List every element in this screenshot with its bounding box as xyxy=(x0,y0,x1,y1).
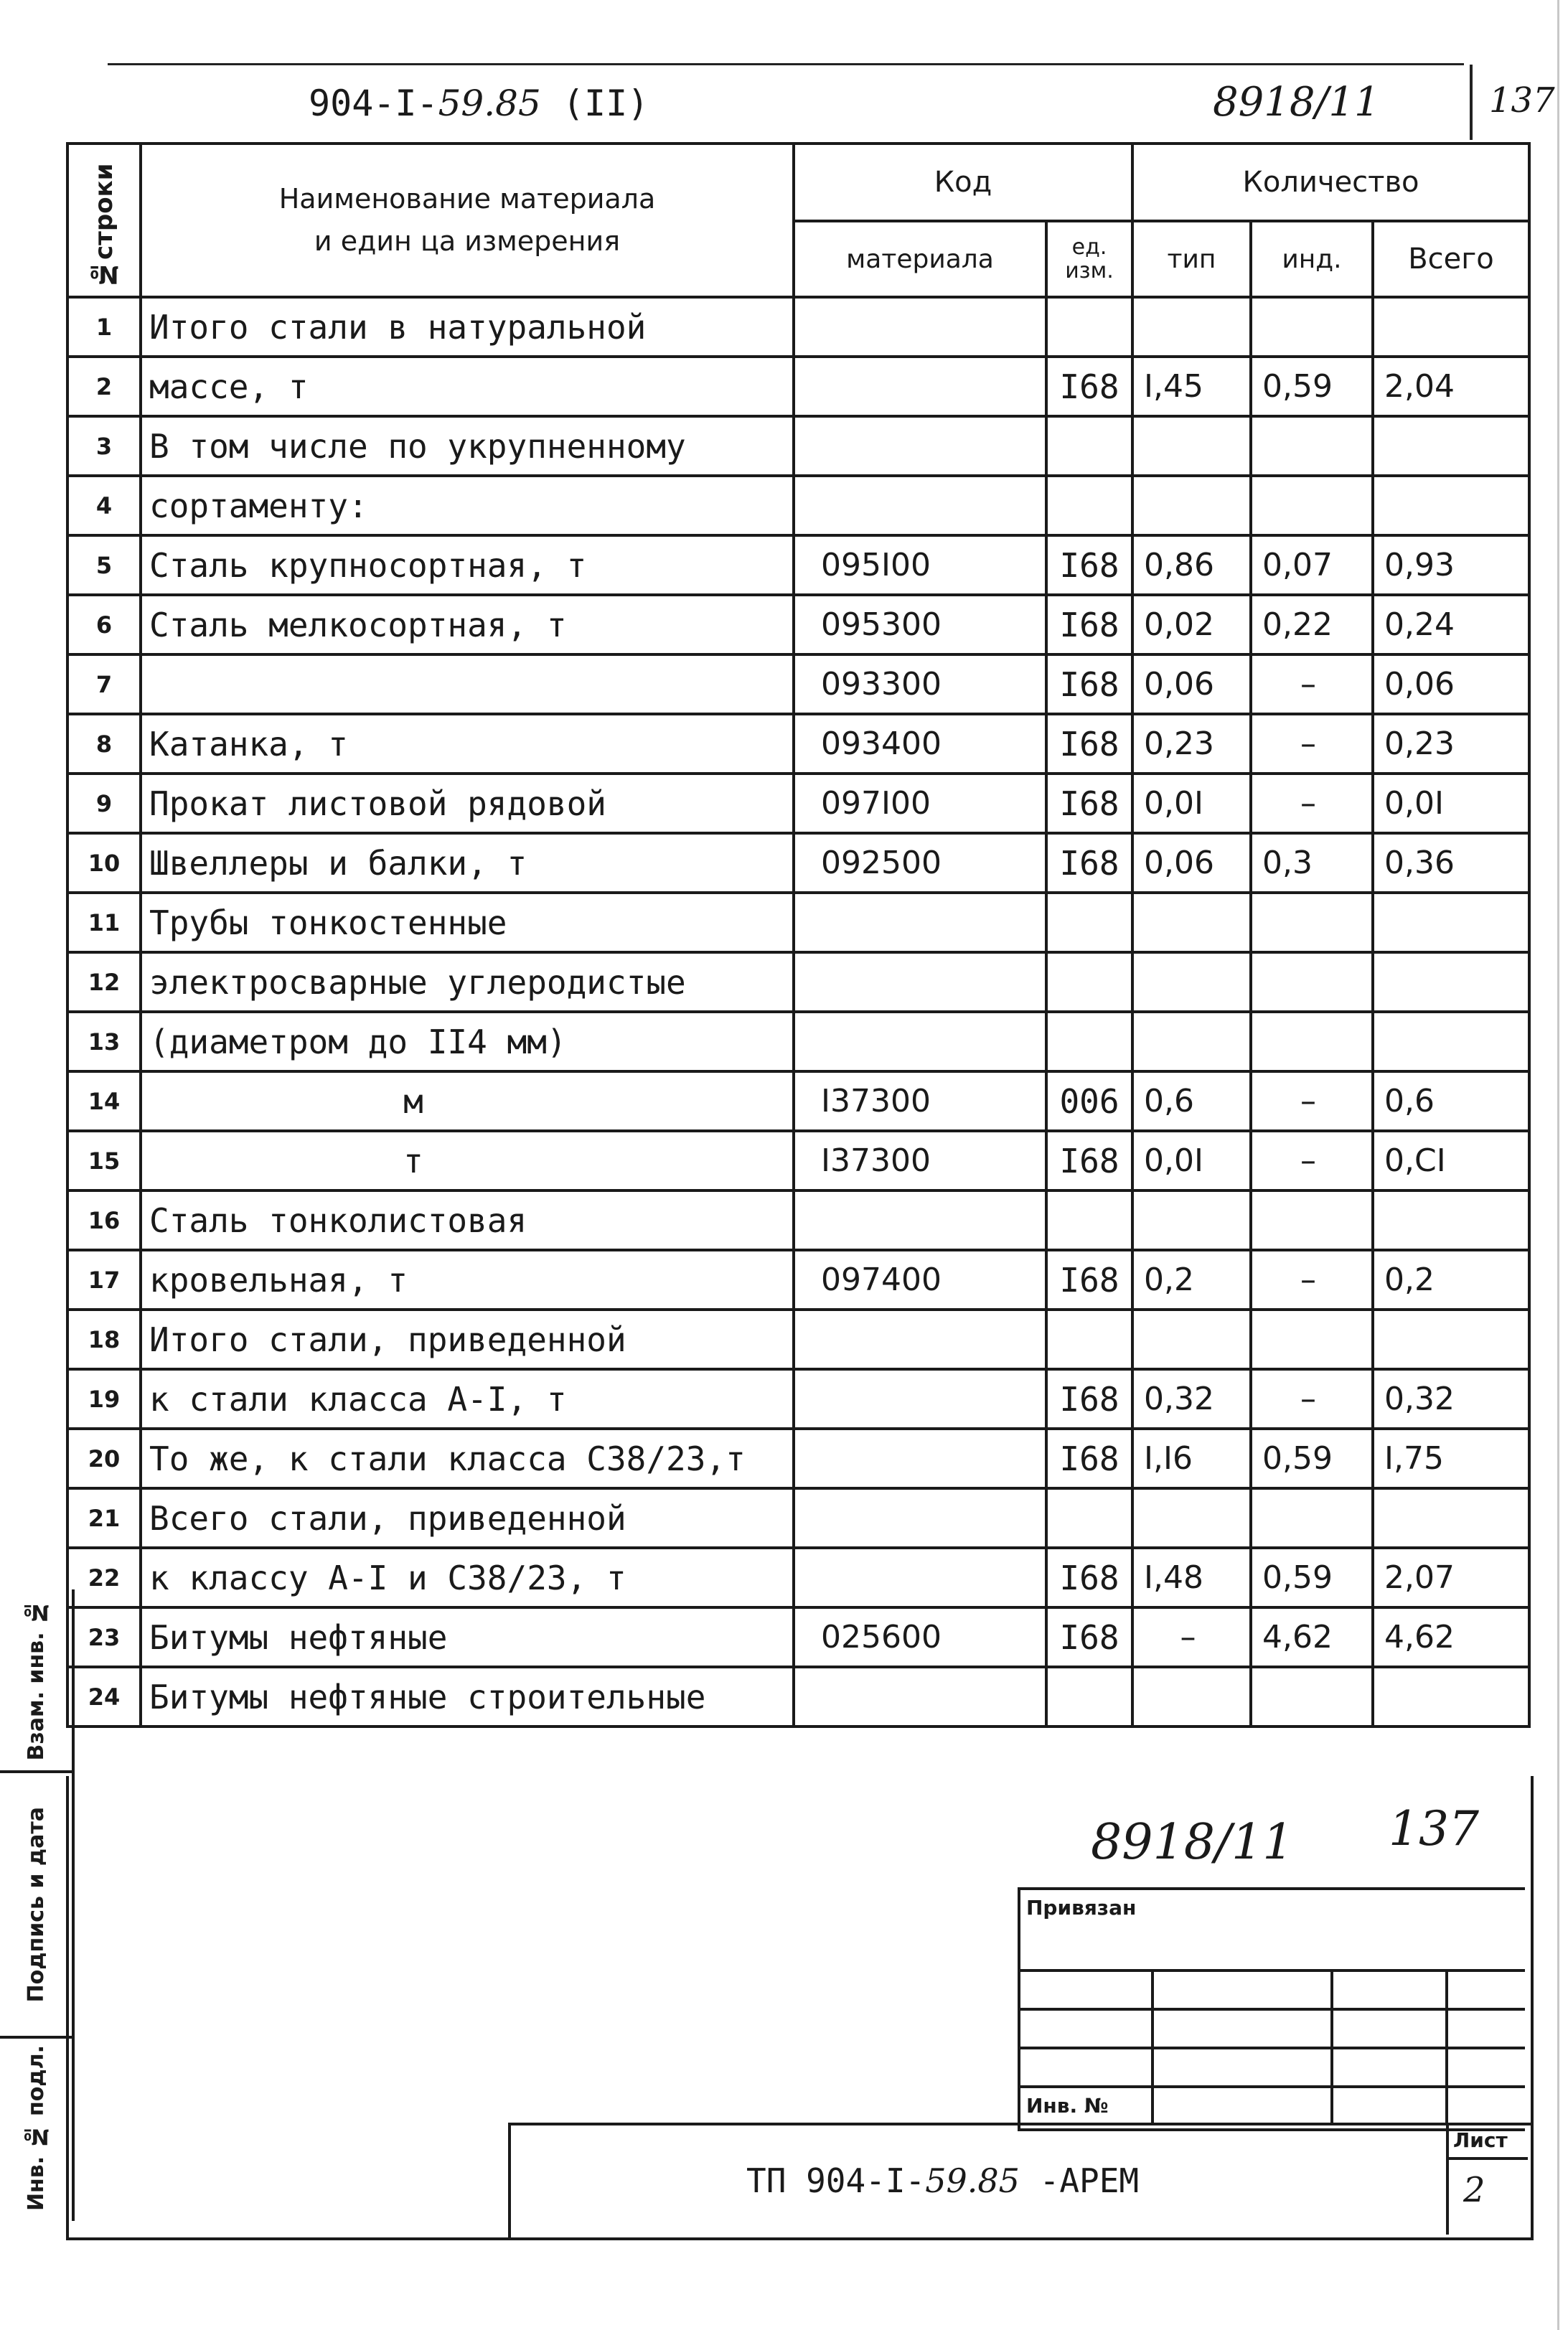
cell-row-number: 8 xyxy=(67,714,141,774)
cell-qty-individual xyxy=(1251,1310,1373,1369)
cell-qty-individual xyxy=(1251,297,1373,357)
header-material-code: материала xyxy=(794,221,1046,297)
table-row xyxy=(67,535,1529,595)
cell-qty-individual: 0,07 xyxy=(1251,535,1373,595)
cell-qty-type xyxy=(1132,297,1251,357)
table-row xyxy=(67,1190,1529,1250)
cell-material-code xyxy=(794,1310,1046,1369)
header-code-group: Код xyxy=(794,144,1132,221)
cell-qty-individual xyxy=(1251,1190,1373,1250)
table-row xyxy=(67,654,1529,714)
cell-qty-individual xyxy=(1251,416,1373,476)
cell-material-name xyxy=(141,654,794,714)
cell-unit-code: I68 xyxy=(1046,654,1132,714)
privyazan-label: Привязан xyxy=(1026,1896,1137,1920)
table-row xyxy=(67,833,1529,893)
cell-material-code: I37300 xyxy=(794,1071,1046,1131)
cell-material-code xyxy=(794,1369,1046,1429)
cell-qty-total: 0,36 xyxy=(1373,833,1529,893)
cell-qty-individual: 0,59 xyxy=(1251,357,1373,416)
table-row xyxy=(67,1131,1529,1190)
cell-material-code: 097I00 xyxy=(794,774,1046,833)
cell-qty-individual: – xyxy=(1251,654,1373,714)
cell-row-number: 17 xyxy=(67,1250,141,1310)
cell-qty-type: I,45 xyxy=(1132,357,1251,416)
cell-qty-individual: – xyxy=(1251,1369,1373,1429)
header-unit: ед. изм. xyxy=(1046,221,1132,297)
sheet-number: 137 xyxy=(1489,80,1555,121)
side-inv-podl: Инв. № подл. xyxy=(23,2045,49,2212)
cell-qty-total: 0,2 xyxy=(1373,1250,1529,1310)
cell-qty-type: 0,0I xyxy=(1132,1131,1251,1190)
cell-material-name: Итого стали, приведенной xyxy=(141,1310,794,1369)
cell-qty-individual: 0,59 xyxy=(1251,1548,1373,1607)
cell-qty-total: 0,0I xyxy=(1373,774,1529,833)
cell-row-number: 6 xyxy=(67,595,141,654)
cell-material-code xyxy=(794,1488,1046,1548)
cell-qty-total xyxy=(1373,952,1529,1012)
cell-unit-code xyxy=(1046,1012,1132,1071)
cell-material-name: (диаметром до II4 мм) xyxy=(141,1012,794,1071)
document-code xyxy=(309,83,649,124)
cell-qty-total: 0,23 xyxy=(1373,714,1529,774)
cell-unit-code: I68 xyxy=(1046,1429,1132,1488)
sheet-value: 2 xyxy=(1463,2170,1485,2210)
cell-qty-type: 0,06 xyxy=(1132,833,1251,893)
cell-qty-type xyxy=(1132,1310,1251,1369)
cell-material-code xyxy=(794,1012,1046,1071)
cell-material-code: I37300 xyxy=(794,1131,1046,1190)
table-row xyxy=(67,952,1529,1012)
cell-material-code xyxy=(794,476,1046,535)
cell-unit-code xyxy=(1046,952,1132,1012)
cell-qty-type: 0,6 xyxy=(1132,1071,1251,1131)
cell-material-name: кровельная, т xyxy=(141,1250,794,1310)
cell-row-number: 2 xyxy=(67,357,141,416)
cell-row-number: 16 xyxy=(67,1190,141,1250)
cell-row-number: 22 xyxy=(67,1548,141,1607)
side-strip xyxy=(0,1589,75,2221)
table-row xyxy=(67,714,1529,774)
cell-qty-total: 0,93 xyxy=(1373,535,1529,595)
cell-qty-individual: – xyxy=(1251,1071,1373,1131)
cell-material-name: Всего стали, приведенной xyxy=(141,1488,794,1548)
cell-row-number: 10 xyxy=(67,833,141,893)
cell-qty-total: 2,07 xyxy=(1373,1548,1529,1607)
table-row xyxy=(67,1607,1529,1667)
cell-unit-code xyxy=(1046,416,1132,476)
scan-edge xyxy=(1557,0,1559,2330)
cell-qty-type: 0,06 xyxy=(1132,654,1251,714)
cell-qty-individual: 0,3 xyxy=(1251,833,1373,893)
cell-material-code: 093400 xyxy=(794,714,1046,774)
cell-material-code: 095300 xyxy=(794,595,1046,654)
document-code-handwritten: 59.85 xyxy=(438,83,541,124)
cell-qty-type xyxy=(1132,1488,1251,1548)
cell-qty-total: 0,24 xyxy=(1373,595,1529,654)
cell-qty-type xyxy=(1132,893,1251,952)
cell-row-number: 12 xyxy=(67,952,141,1012)
sheet-box xyxy=(1446,2123,1528,2235)
cell-material-code xyxy=(794,357,1046,416)
cell-qty-individual: – xyxy=(1251,714,1373,774)
top-rule xyxy=(108,63,1464,65)
cell-row-number: 18 xyxy=(67,1310,141,1369)
cell-qty-type xyxy=(1132,1012,1251,1071)
cell-qty-total: 2,04 xyxy=(1373,357,1529,416)
cell-material-code xyxy=(794,297,1046,357)
table-row xyxy=(67,1667,1529,1727)
table-row xyxy=(67,893,1529,952)
table-row xyxy=(67,774,1529,833)
cell-row-number: 24 xyxy=(67,1667,141,1727)
cell-material-code: 095I00 xyxy=(794,535,1046,595)
cell-qty-type: I,48 xyxy=(1132,1548,1251,1607)
header-quantity-group: Количество xyxy=(1132,144,1529,221)
cell-qty-individual: – xyxy=(1251,1250,1373,1310)
cell-material-name: То же, к стали класса С38/23,т xyxy=(141,1429,794,1488)
sheet-label: Лист xyxy=(1453,2128,1508,2152)
cell-row-number: 9 xyxy=(67,774,141,833)
cell-row-number: 11 xyxy=(67,893,141,952)
table-row xyxy=(67,1369,1529,1429)
header-type: тип xyxy=(1132,221,1251,297)
cell-material-code: 093300 xyxy=(794,654,1046,714)
cell-unit-code: I68 xyxy=(1046,833,1132,893)
table-row xyxy=(67,1071,1529,1131)
cell-row-number: 3 xyxy=(67,416,141,476)
document-code-suffix: (II) xyxy=(562,83,649,124)
table-row xyxy=(67,1012,1529,1071)
side-signature-date: Подпись и дата xyxy=(0,1773,72,2039)
inv-no-label: Инв. № xyxy=(1026,2094,1109,2118)
cell-qty-total: 0,32 xyxy=(1373,1369,1529,1429)
cell-qty-total: 4,62 xyxy=(1373,1607,1529,1667)
cell-qty-type: 0,23 xyxy=(1132,714,1251,774)
cell-qty-individual: – xyxy=(1251,774,1373,833)
header-material-name: Наименование материала и един ца измерения xyxy=(141,144,794,297)
cell-material-name: Битумы нефтяные xyxy=(141,1607,794,1667)
cell-qty-individual: – xyxy=(1251,1131,1373,1190)
cell-qty-type: 0,86 xyxy=(1132,535,1251,595)
cell-row-number: 13 xyxy=(67,1012,141,1071)
cell-material-name: к классу А-I и С38/23, т xyxy=(141,1548,794,1607)
cell-qty-total xyxy=(1373,1667,1529,1727)
cell-material-name: Сталь тонколистовая xyxy=(141,1190,794,1250)
cell-row-number: 20 xyxy=(67,1429,141,1488)
cell-unit-code xyxy=(1046,893,1132,952)
cell-material-name: Битумы нефтяные строительные xyxy=(141,1667,794,1727)
cell-qty-type: 0,2 xyxy=(1132,1250,1251,1310)
cell-row-number: 4 xyxy=(67,476,141,535)
cell-row-number: 5 xyxy=(67,535,141,595)
cell-material-code: 092500 xyxy=(794,833,1046,893)
cell-material-code xyxy=(794,893,1046,952)
document-number: 8918/11 xyxy=(1213,79,1380,126)
cell-qty-total xyxy=(1373,416,1529,476)
cell-material-name: Трубы тонкостенные xyxy=(141,893,794,952)
cell-material-code: 097400 xyxy=(794,1250,1046,1310)
cell-material-code xyxy=(794,1190,1046,1250)
cell-material-code xyxy=(794,1667,1046,1727)
cell-qty-individual: 0,22 xyxy=(1251,595,1373,654)
header-individual: инд. xyxy=(1251,221,1373,297)
cell-material-name: Сталь мелкосортная, т xyxy=(141,595,794,654)
cell-row-number: 19 xyxy=(67,1369,141,1429)
cell-unit-code: I68 xyxy=(1046,1548,1132,1607)
cell-unit-code: I68 xyxy=(1046,595,1132,654)
drawing-title: ТП 904-I-59.85 -АРЕМ xyxy=(746,2161,1140,2200)
cell-qty-total xyxy=(1373,1488,1529,1548)
cell-qty-individual xyxy=(1251,1012,1373,1071)
cell-qty-type xyxy=(1132,1190,1251,1250)
table-row xyxy=(67,476,1529,535)
cell-material-name: В том числе по укрупненному xyxy=(141,416,794,476)
cell-qty-total xyxy=(1373,1012,1529,1071)
cell-qty-type xyxy=(1132,952,1251,1012)
cell-material-name: к стали класса А-I, т xyxy=(141,1369,794,1429)
cell-qty-total xyxy=(1373,1310,1529,1369)
table-row xyxy=(67,416,1529,476)
cell-row-number: 7 xyxy=(67,654,141,714)
materials-table xyxy=(66,142,1531,1728)
cell-material-name: Сталь крупносортная, т xyxy=(141,535,794,595)
cell-unit-code: I68 xyxy=(1046,1607,1132,1667)
cell-qty-type xyxy=(1132,416,1251,476)
table-row xyxy=(67,1250,1529,1310)
cell-qty-type: 0,02 xyxy=(1132,595,1251,654)
cell-material-name: Итого стали в натуральной xyxy=(141,297,794,357)
cell-qty-total xyxy=(1373,1190,1529,1250)
cell-qty-type xyxy=(1132,476,1251,535)
cell-qty-individual: 0,59 xyxy=(1251,1429,1373,1488)
cell-qty-type xyxy=(1132,1667,1251,1727)
cell-qty-type: 0,32 xyxy=(1132,1369,1251,1429)
cell-qty-type: – xyxy=(1132,1607,1251,1667)
cell-unit-code xyxy=(1046,297,1132,357)
cell-material-code: 025600 xyxy=(794,1607,1046,1667)
cell-qty-total xyxy=(1373,893,1529,952)
cell-row-number: 14 xyxy=(67,1071,141,1131)
cell-qty-total: I,75 xyxy=(1373,1429,1529,1488)
cell-qty-type: I,I6 xyxy=(1132,1429,1251,1488)
cell-material-code xyxy=(794,1429,1046,1488)
cell-material-code xyxy=(794,952,1046,1012)
cell-material-name: сортаменту: xyxy=(141,476,794,535)
cell-qty-total: 0,6 xyxy=(1373,1071,1529,1131)
cell-unit-code: I68 xyxy=(1046,1250,1132,1310)
header-divider xyxy=(1470,65,1473,140)
cell-qty-total xyxy=(1373,476,1529,535)
cell-material-code xyxy=(794,416,1046,476)
cell-unit-code: I68 xyxy=(1046,357,1132,416)
cell-qty-total: 0,CI xyxy=(1373,1131,1529,1190)
cell-material-name: электросварные углеродистые xyxy=(141,952,794,1012)
table-row xyxy=(67,595,1529,654)
cell-qty-individual xyxy=(1251,476,1373,535)
table-row xyxy=(67,1488,1529,1548)
cell-unit-code: I68 xyxy=(1046,714,1132,774)
cell-unit-code: I68 xyxy=(1046,535,1132,595)
cell-material-name: массе, т xyxy=(141,357,794,416)
table-row xyxy=(67,1310,1529,1369)
materials-table-body xyxy=(67,297,1529,1727)
cell-material-name: м xyxy=(141,1071,794,1131)
document-code-prefix: 904-I- xyxy=(309,83,438,124)
cell-material-name: т xyxy=(141,1131,794,1190)
cell-row-number: 21 xyxy=(67,1488,141,1548)
cell-material-name: Швеллеры и балки, т xyxy=(141,833,794,893)
stamp-handwritten-sheet: 137 xyxy=(1389,1801,1479,1856)
cell-unit-code xyxy=(1046,1310,1132,1369)
cell-row-number: 1 xyxy=(67,297,141,357)
cell-unit-code: I68 xyxy=(1046,1369,1132,1429)
cell-qty-individual xyxy=(1251,1488,1373,1548)
cell-unit-code xyxy=(1046,1488,1132,1548)
cell-unit-code: I68 xyxy=(1046,1131,1132,1190)
side-vzam-inv: Взам. инв. № xyxy=(0,1589,72,1773)
cell-qty-individual xyxy=(1251,893,1373,952)
binding-stamp xyxy=(1018,1887,1525,2131)
cell-material-name: Катанка, т xyxy=(141,714,794,774)
table-row xyxy=(67,1429,1529,1488)
cell-qty-type: 0,0I xyxy=(1132,774,1251,833)
table-row xyxy=(67,297,1529,357)
cell-unit-code xyxy=(1046,1190,1132,1250)
cell-qty-total: 0,06 xyxy=(1373,654,1529,714)
cell-material-code xyxy=(794,1548,1046,1607)
cell-qty-individual xyxy=(1251,1667,1373,1727)
cell-qty-individual: 4,62 xyxy=(1251,1607,1373,1667)
cell-row-number: 23 xyxy=(67,1607,141,1667)
cell-unit-code xyxy=(1046,1667,1132,1727)
table-row xyxy=(67,357,1529,416)
cell-unit-code xyxy=(1046,476,1132,535)
cell-material-name: Прокат листовой рядовой xyxy=(141,774,794,833)
cell-row-number: 15 xyxy=(67,1131,141,1190)
header-row-number: №строки xyxy=(67,144,141,297)
cell-unit-code: I68 xyxy=(1046,774,1132,833)
cell-qty-total xyxy=(1373,297,1529,357)
cell-qty-individual xyxy=(1251,952,1373,1012)
table-row xyxy=(67,1548,1529,1607)
cell-unit-code: 006 xyxy=(1046,1071,1132,1131)
header-total: Всего xyxy=(1373,221,1529,297)
stamp-handwritten-number: 8918/11 xyxy=(1091,1814,1294,1871)
